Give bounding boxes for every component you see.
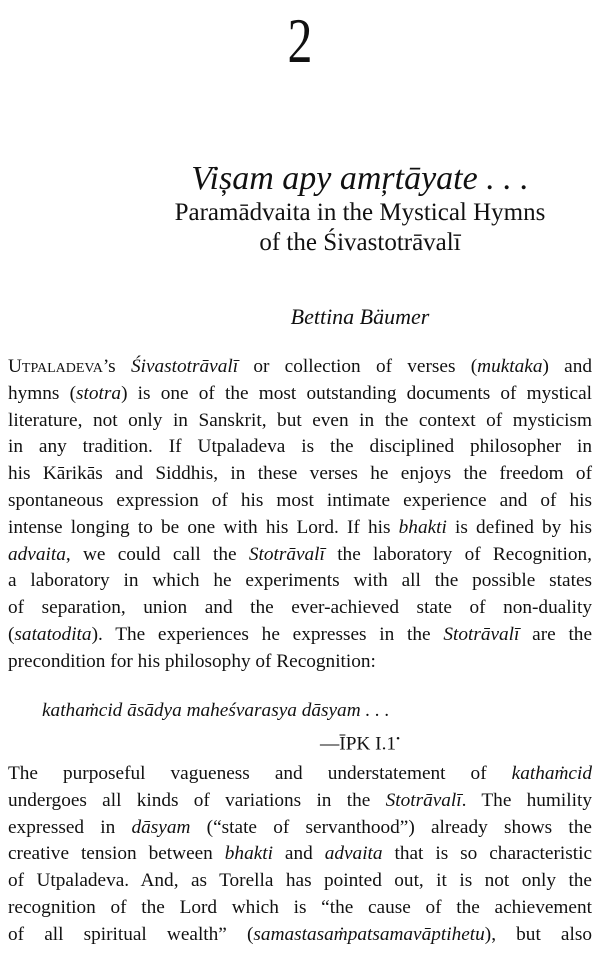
text-line: recognition of the Lord which is “the cause of the achievement (8, 896, 592, 918)
text-line: of Utpaladeva. And, as Torella has pointed out, it is not only the (8, 870, 592, 892)
text-line: creative tension between bhakti and advaita that is so characteristic (8, 843, 593, 865)
text-line: spontaneous expression of his most intimate experience and of his (8, 489, 592, 511)
text-line: Utpaladeva’s Śivastotrāvalī or collection of verses (muktaka) and (8, 356, 592, 377)
chapter-subtitle-line-1: Paramādvaita in the Mystical Hymns (174, 199, 546, 226)
text-line: (satatodita). The experiences he expresses in the Stotrāvalī are the (8, 623, 593, 645)
paragraph-1 (8, 354, 592, 676)
footnote-marker: • (396, 733, 400, 745)
text-line: literature, not only in Sanskrit, but even in the context of mysticism (8, 409, 592, 431)
text-line: The purposeful vagueness and understatement of kathaṁcid (8, 763, 592, 784)
text-line: advaita, we could call the Stotrāvalī the laboratory of Recognition, (8, 543, 592, 565)
chapter-title: Vișam apy amŗtāyate . . . (191, 160, 529, 197)
block-quote: kathaṁcid āsādya maheśvarasya dāsyam . . . (42, 700, 390, 721)
text-line: a laboratory in which he experiments with all the possible states (8, 570, 592, 592)
text-line: precondition for his philosophy of Recognition: (8, 650, 376, 672)
text-line: of all spiritual wealth” (samastasaṁpatsamavāptihetu), but also (8, 923, 592, 945)
text-line: intense longing to be one with his Lord. If his bhakti is defined by his (8, 516, 592, 538)
chapter-title-block (0, 160, 600, 258)
paragraph-2 (8, 761, 592, 949)
author-name: Bettina Bäumer (290, 304, 430, 329)
text-line: undergoes all kinds of variations in the Stotrāvalī. The humility (8, 789, 593, 811)
quote-source: —ĪPK I.1• (320, 733, 400, 755)
text-line: his Kārikās and Siddhis, in these verses he enjoys the freedom of (8, 463, 592, 485)
text-line: expressed in dāsyam (“state of servanthood”) already shows the (8, 816, 592, 838)
text-line: hymns (stotra) is one of the most outstanding documents of mystical (8, 382, 592, 404)
text-line: in any tradition. If Utpaladeva is the disciplined philosopher in (8, 436, 592, 458)
chapter-subtitle-line-2: of the Śivastotrāvalī (259, 229, 461, 256)
text-line: of separation, union and the ever-achieved state of non-duality (8, 597, 592, 619)
chapter-number: 2 (287, 5, 313, 76)
